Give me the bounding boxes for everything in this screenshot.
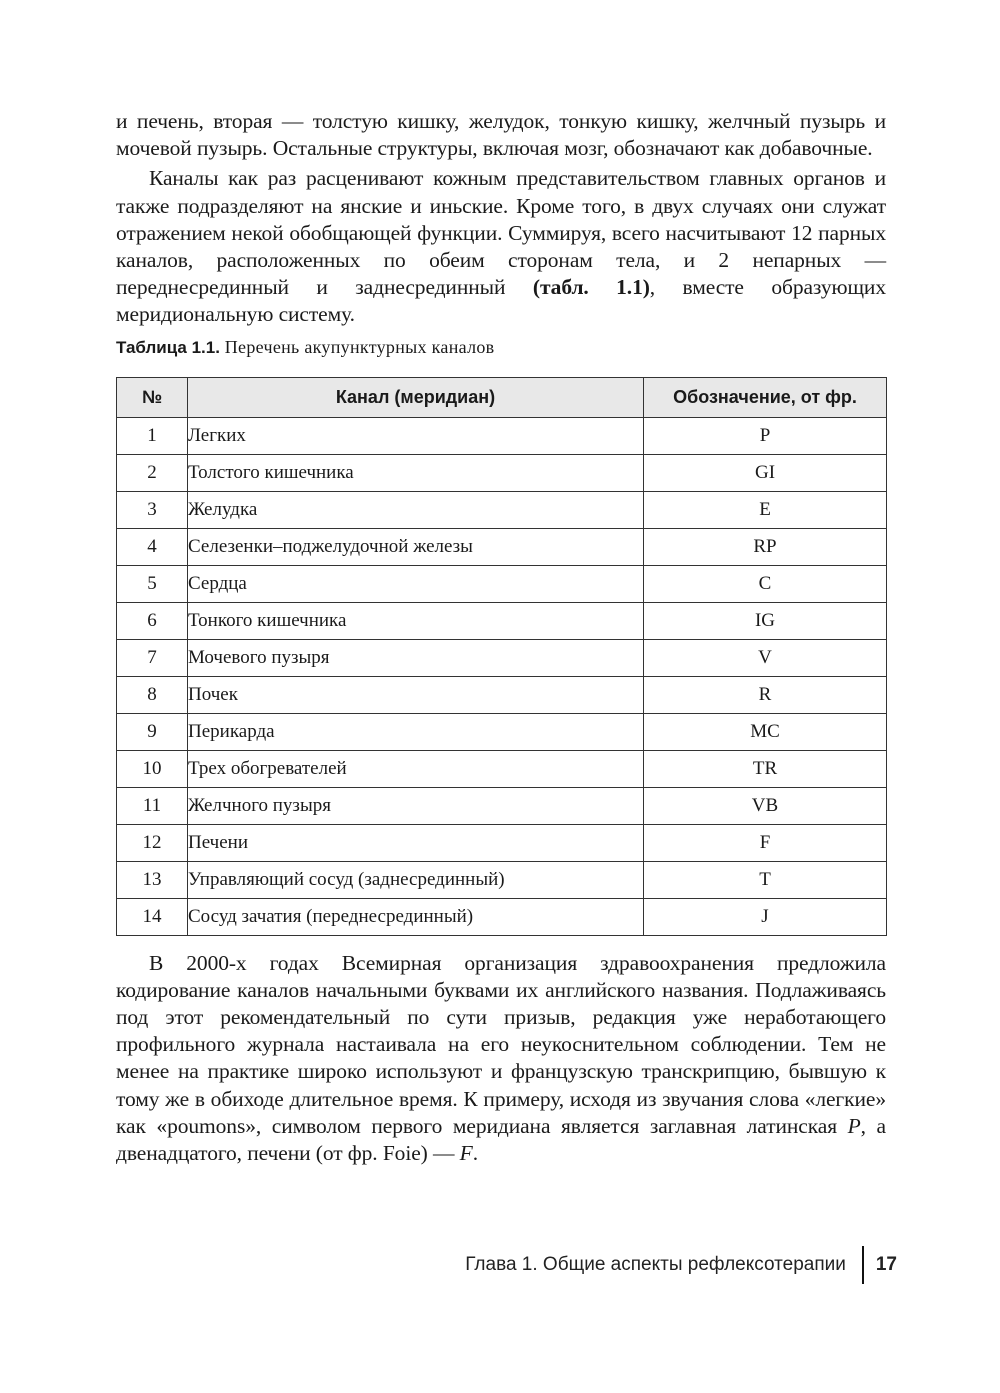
cell-channel: Почек	[188, 676, 644, 713]
paragraph-who-coding	[116, 950, 886, 1168]
table-row	[117, 565, 887, 602]
table-row	[117, 676, 887, 713]
table-caption	[116, 335, 886, 360]
paragraph-text: , вместе образующих меридиональную систему.	[116, 275, 886, 327]
symbol-p: P	[847, 1113, 861, 1138]
cell-channel: Тонкого кишечника	[188, 602, 644, 639]
cell-designation: F	[644, 824, 887, 861]
cell-designation: C	[644, 565, 887, 602]
running-head: Глава 1. Общие аспекты рефлексотерапии	[465, 1254, 846, 1275]
cell-designation: TR	[644, 750, 887, 787]
table-row	[117, 417, 887, 454]
cell-channel: Сердца	[188, 565, 644, 602]
cell-channel: Мочевого пузыря	[188, 639, 644, 676]
cell-designation: IG	[644, 602, 887, 639]
cell-channel: Толстого кишечника	[188, 454, 644, 491]
paragraph-continuation: и печень, вторая — толстую кишку, желудок, тонкую кишку, желчный пузырь и мочевой пузырь. Остальные структуры, включая мозг, обозначают как добавочные.	[116, 109, 886, 161]
cell-number: 11	[117, 787, 188, 824]
table-row	[117, 713, 887, 750]
paragraph-channels-intro	[116, 165, 886, 328]
cell-number: 9	[117, 713, 188, 750]
cell-designation: P	[644, 417, 887, 454]
table-caption-text: Перечень акупунктурных каналов	[219, 336, 495, 357]
table-row	[117, 639, 887, 676]
cell-number: 13	[117, 861, 188, 898]
cell-channel: Печени	[188, 824, 644, 861]
cell-designation: VB	[644, 787, 887, 824]
symbol-f: F	[459, 1141, 473, 1166]
column-header-channel: Канал (меридиан)	[188, 377, 644, 417]
cell-number: 10	[117, 750, 188, 787]
column-header-designation: Обозначение, от фр.	[644, 377, 887, 417]
table-row	[117, 454, 887, 491]
cell-channel: Желчного пузыря	[188, 787, 644, 824]
table-reference: (табл. 1.1)	[532, 275, 650, 300]
paragraph-text: Каналы как раз расценивают кожным представительством главных органов и также подразделяют на янские и иньские. Кроме того, в двух случаях они служат отражением некой обобщающей функции. Суммируя, всего насчитывают 12 парных каналов, расположенных по обеим сторонам тела, и 2 непарных — переднесрединный и заднесрединный	[116, 166, 886, 300]
cell-channel: Управляющий сосуд (заднесрединный)	[188, 861, 644, 898]
cell-number: 7	[117, 639, 188, 676]
cell-number: 4	[117, 528, 188, 565]
cell-number: 6	[117, 602, 188, 639]
table-row	[117, 861, 887, 898]
table-caption-label: Таблица 1.1.	[116, 337, 220, 357]
paragraph-text: В 2000-х годах Всемирная организация здравоохранения предложила кодирование каналов начальными буквами их английского названия. Подлаживаясь под этот рекомендательный по сути призыв, редакция уже неработающего профильного журнала настаивала на его неукоснительном соблюдении. Тем не менее на практике широко используют и французскую транскрипцию, бывшую к тому же в обиходе длительное время. К примеру, исходя из звучания слова «легкие» как «poumons», символом первого меридиана является заглавная латинская	[116, 950, 886, 1138]
table-row	[117, 528, 887, 565]
cell-number: 12	[117, 824, 188, 861]
paragraph-text: .	[472, 1141, 478, 1166]
table-row	[117, 824, 887, 861]
page-footer	[465, 1246, 897, 1284]
cell-channel: Перикарда	[188, 713, 644, 750]
cell-channel: Сосуд зачатия (переднесрединный)	[188, 898, 644, 935]
table-row	[117, 602, 887, 639]
cell-designation: V	[644, 639, 887, 676]
cell-number: 14	[117, 898, 188, 935]
cell-channel: Легких	[188, 417, 644, 454]
cell-number: 3	[117, 491, 188, 528]
page-number: 17	[875, 1254, 897, 1275]
cell-number: 8	[117, 676, 188, 713]
cell-designation: R	[644, 676, 887, 713]
cell-channel: Желудка	[188, 491, 644, 528]
cell-designation: J	[644, 898, 887, 935]
cell-number: 2	[117, 454, 188, 491]
table-row	[117, 750, 887, 787]
footer-divider	[862, 1246, 864, 1284]
cell-channel: Трех обогревателей	[188, 750, 644, 787]
page-body	[116, 108, 886, 1167]
cell-channel: Селезенки–поджелудочной железы	[188, 528, 644, 565]
cell-number: 1	[117, 417, 188, 454]
cell-designation: RP	[644, 528, 887, 565]
table-row	[117, 898, 887, 935]
table-row	[117, 787, 887, 824]
paragraph-text: , а двенадцатого, печени (от фр. Foie) —	[116, 1113, 886, 1166]
cell-number: 5	[117, 565, 188, 602]
cell-designation: GI	[644, 454, 887, 491]
cell-designation: T	[644, 861, 887, 898]
cell-designation: MC	[644, 713, 887, 750]
table-row	[117, 491, 887, 528]
column-header-number: №	[117, 377, 188, 417]
channels-table	[116, 377, 887, 936]
table-header-row	[117, 377, 887, 417]
cell-designation: E	[644, 491, 887, 528]
